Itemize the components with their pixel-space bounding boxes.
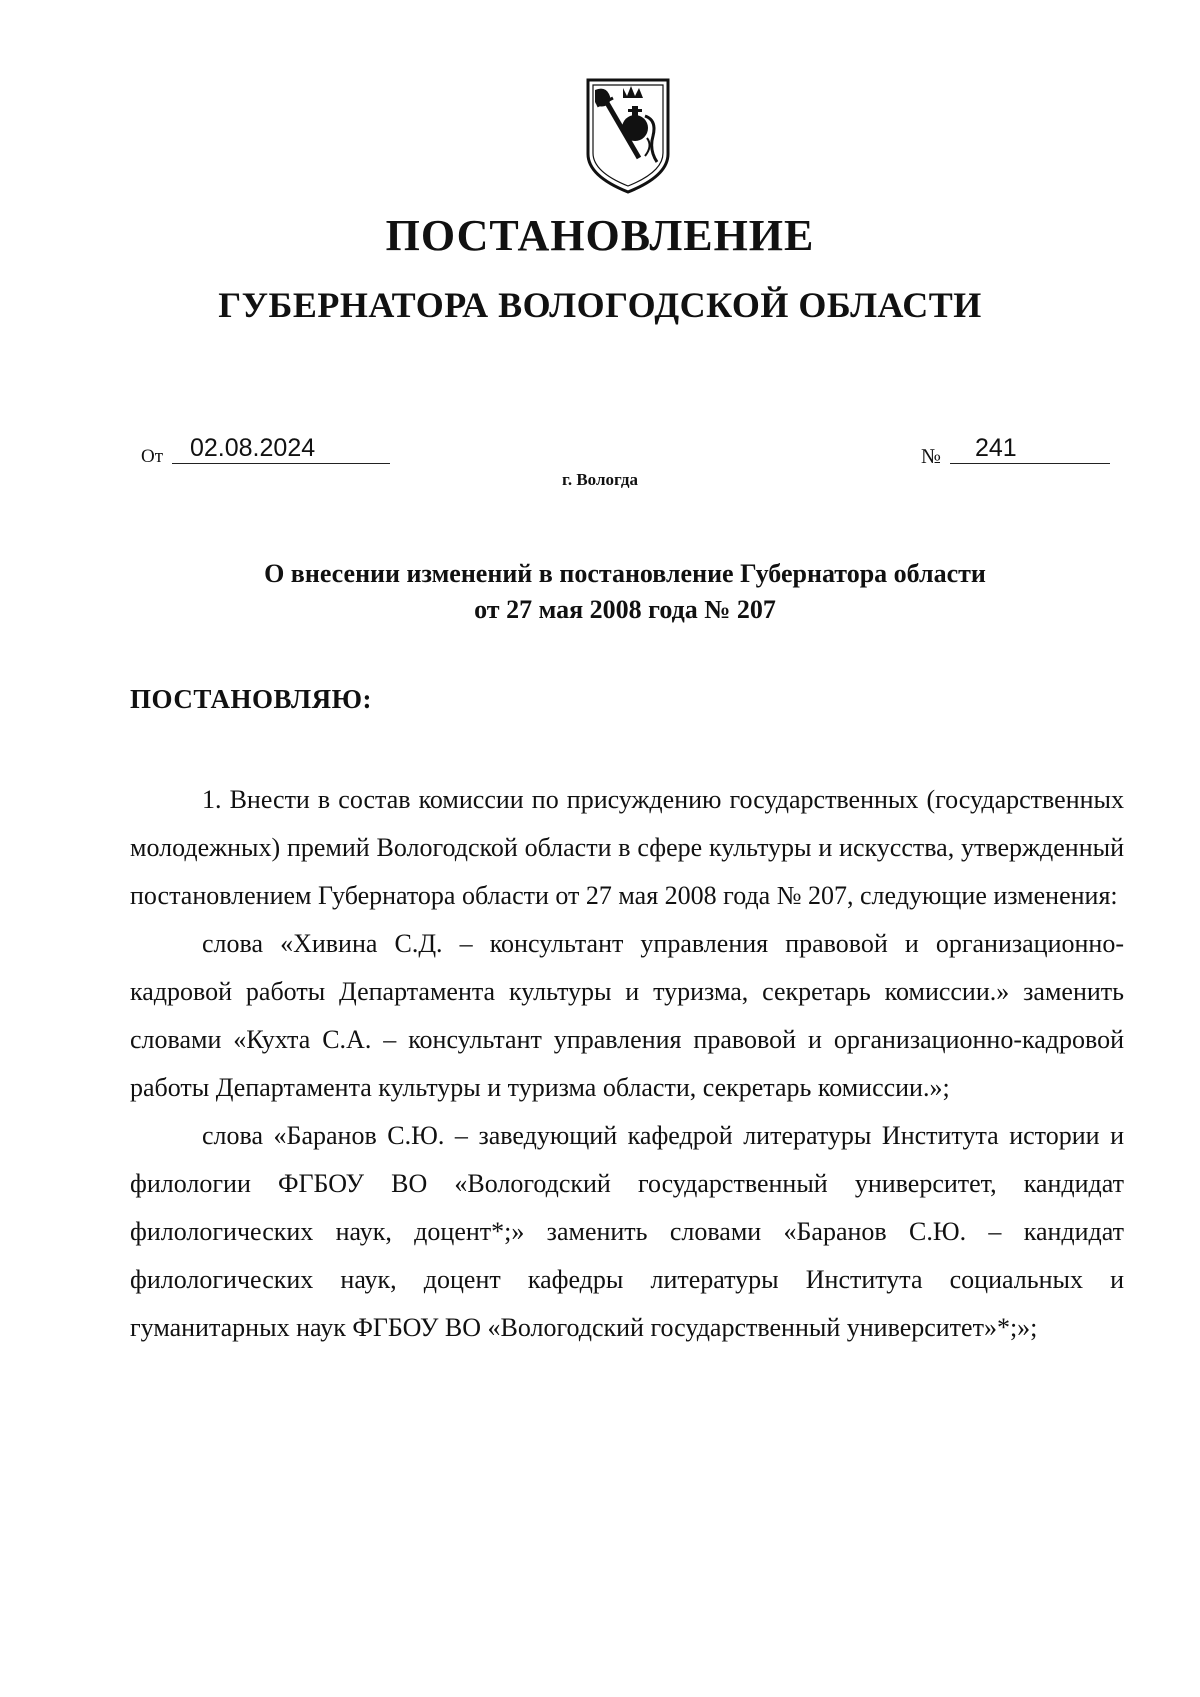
document-subject xyxy=(0,556,1200,628)
number-label: № xyxy=(921,444,942,468)
document-date: 02.08.2024 xyxy=(172,433,390,464)
coat-of-arms-icon xyxy=(583,76,673,194)
document-subtitle: ГУБЕРНАТОРА ВОЛОГОДСКОЙ ОБЛАСТИ xyxy=(218,285,982,325)
subject-line-2: от 27 мая 2008 года № 207 xyxy=(474,595,776,624)
subject-line-1: О внесении изменений в постановление Губернатора области xyxy=(264,559,986,588)
paragraph: слова «Хивина С.Д. – консультант управления правовой и организационно-кадровой работы Департамента культуры и туризма, секретарь комиссии.» заменить словами «Кухта С.А. – консультант управления правовой и организационно-кадровой работы Департамента культуры и туризма области, секретарь комиссии.»; xyxy=(130,929,1124,1102)
paragraph: 1. Внести в состав комиссии по присуждению государственных (государственных молодежных) премий Вологодской области в сфере культуры и искусства, утвержденный постановлением Губернатора области от 27 мая 2008 года № 207, следующие изменения: xyxy=(130,785,1124,910)
document-title: ПОСТАНОВЛЕНИЕ xyxy=(385,211,815,260)
document-number: 241 xyxy=(950,433,1110,464)
city-name: г. Вологда xyxy=(562,470,638,489)
paragraph: слова «Баранов С.Ю. – заведующий кафедрой литературы Института истории и филологии ФГБОУ ВО «Вологодский государственный университет, кандидат филологических наук, доцент*;» заменить словами «Баранов С.Ю. – кандидат филологических наук, доцент кафедры литературы Института социальных и гуманитарных наук ФГБОУ ВО «Вологодский государственный университет»*;»; xyxy=(130,1121,1124,1342)
decree-heading: ПОСТАНОВЛЯЮ: xyxy=(130,684,372,714)
date-label: От xyxy=(141,446,164,467)
document-body xyxy=(130,776,1124,1352)
